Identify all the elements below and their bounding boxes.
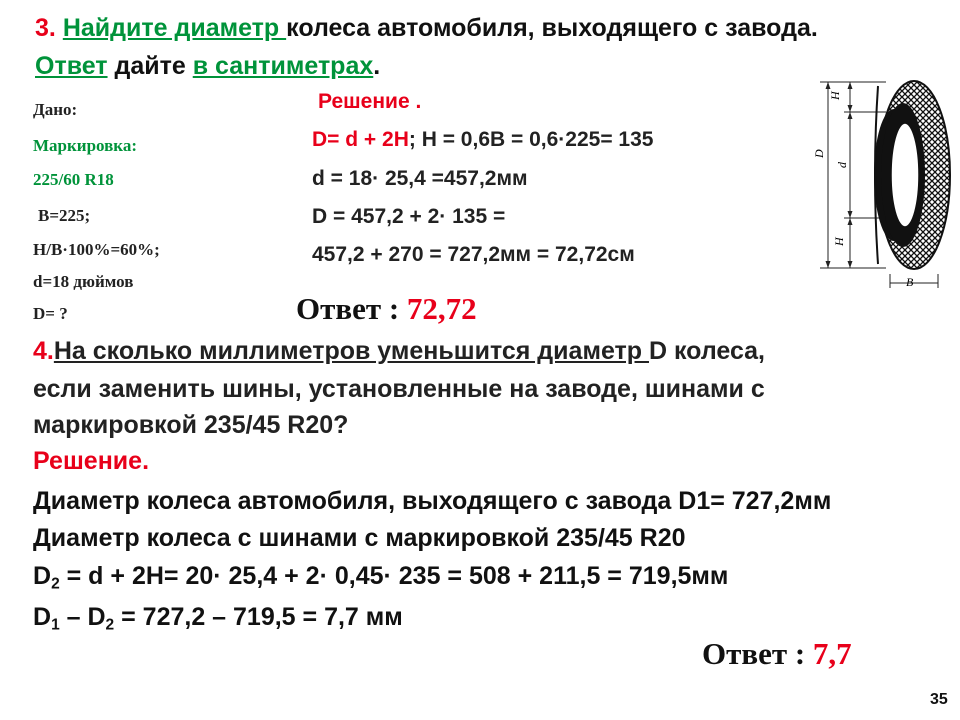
solution3-line4: 457,2 + 270 = 727,2мм = 72,72см xyxy=(312,243,635,266)
d2-formula: = d + 2H= 20· 25,4 + 2· 0,45· 235 = 508 + 211,5 = 719,5мм xyxy=(59,562,729,590)
label-h-bottom: H xyxy=(832,237,846,246)
given-b: B=225; xyxy=(38,206,91,225)
task4-line1 xyxy=(33,337,765,366)
label-h-top: H xyxy=(828,91,842,100)
task4-number: 4. xyxy=(33,337,54,365)
given-d: d=18 дюймов xyxy=(33,272,134,291)
task4-line3: маркировкой 235/45 R20? xyxy=(33,411,349,439)
given-hb: H/B·100%=60%; xyxy=(33,240,160,259)
solution4-line2: Диаметр колеса с шинами с маркировкой 235/45 R20 xyxy=(33,524,686,552)
solution3-line3: D = 457,2 + 2· 135 = xyxy=(312,205,506,228)
answer4 xyxy=(702,636,852,672)
minus-d2: – D xyxy=(59,603,106,631)
difference-result: = 727,2 – 719,5 = 7,7 мм xyxy=(114,603,403,631)
answer4-label: Ответ : xyxy=(702,636,813,671)
d2-subscript: 2 xyxy=(51,575,60,593)
task4-line2: если заменить шины, установленные на заводе, шинами с xyxy=(33,375,765,403)
answer4-value: 7,7 xyxy=(812,636,852,671)
answer-instruction-mid: дайте xyxy=(107,52,193,80)
marking-label: Маркировка: xyxy=(33,136,138,155)
task3-title xyxy=(35,14,818,43)
label-B: B xyxy=(906,275,914,289)
solution3-line1 xyxy=(312,128,653,152)
d1-subscript: 1 xyxy=(51,616,60,634)
solution4-line3 xyxy=(33,562,728,593)
formula-rest: ; H = 0,6B = 0,6·225= 135 xyxy=(408,128,654,151)
solution4-line4 xyxy=(33,603,403,634)
d2-symbol: D xyxy=(33,562,52,590)
answer-instruction-end: . xyxy=(373,52,381,80)
given-D: D= ? xyxy=(33,304,68,323)
answer3-label: Ответ : xyxy=(296,291,407,326)
page-number: 35 xyxy=(930,691,948,708)
task3-title-link[interactable]: Найдите диаметр xyxy=(62,14,287,42)
given-heading: Дано: xyxy=(33,100,78,119)
task3-title-rest: колеса автомобиля, выходящего с завода. xyxy=(286,14,818,42)
task4-line1-rest: D колеса, xyxy=(648,337,765,365)
task3-number: 3. xyxy=(35,14,56,42)
d2-subscript-2: 2 xyxy=(105,616,115,634)
label-d: d xyxy=(835,162,849,168)
centimeters-link[interactable]: в сантиметрах xyxy=(192,52,374,80)
tire-diagram xyxy=(806,76,952,290)
d1-symbol: D xyxy=(33,603,52,631)
solution3-line2: d = 18· 25,4 =457,2мм xyxy=(312,167,528,190)
solution4-title: Решение. xyxy=(33,447,150,475)
solution4-line1: Диаметр колеса автомобиля, выходящего с завода D1= 727,2мм xyxy=(33,487,832,515)
solution3-title: Решение . xyxy=(318,90,422,113)
answer-link[interactable]: Ответ xyxy=(35,52,108,80)
label-D: D xyxy=(812,149,826,158)
answer3-value: 72,72 xyxy=(406,291,477,326)
tire-shape xyxy=(874,81,950,269)
formula-red: D= d + 2H xyxy=(312,128,409,151)
task4-title-link[interactable]: На сколько миллиметров уменьшится диаметр xyxy=(53,337,649,365)
answer3 xyxy=(296,291,477,327)
task3-answer-instruction xyxy=(35,52,380,81)
marking-value: 225/60 R18 xyxy=(33,170,114,189)
